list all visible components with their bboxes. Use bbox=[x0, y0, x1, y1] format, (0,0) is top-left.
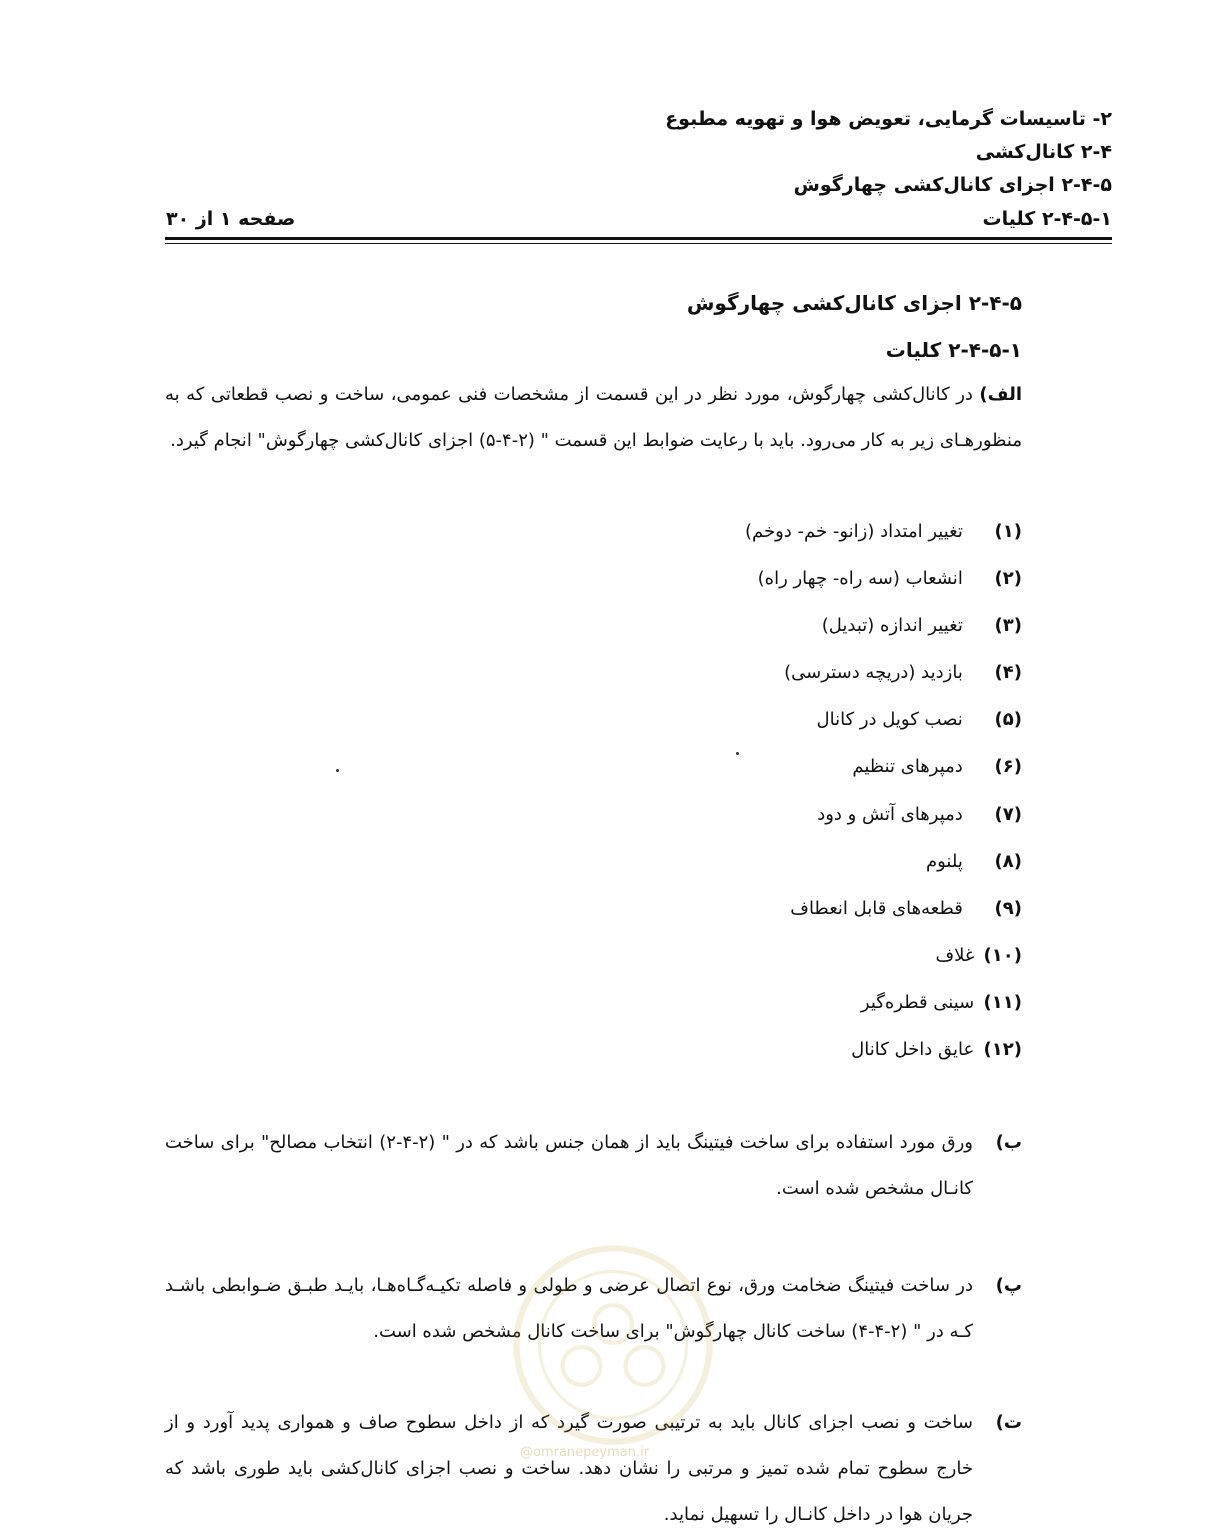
paragraph-be-label: ب) bbox=[995, 1132, 1022, 1153]
list-item-text: غلاف bbox=[935, 944, 975, 966]
list-item bbox=[745, 555, 1022, 602]
page-number: صفحه ۱ از ۳۰ bbox=[166, 208, 296, 230]
list-item-number: (۱۰) bbox=[983, 944, 1022, 966]
scan-speck bbox=[736, 752, 739, 755]
list-item bbox=[745, 979, 1022, 1026]
list-item-number: (۷) bbox=[994, 803, 1022, 825]
list-item bbox=[745, 838, 1022, 885]
list-item-number: (۶) bbox=[994, 756, 1022, 778]
list-item bbox=[745, 508, 1022, 555]
list-item-number: (۹) bbox=[994, 897, 1022, 919]
paragraph-alef bbox=[165, 372, 1022, 464]
paragraph-te-text: ساخت و نصب اجزای کانال باید به ترتیبی صورت گیرد که از داخل سطوح صاف و همواری پدید آورد و از خارج سطوح تمام شده تمیز و مرتبی را نشان دهد. ساخت و نصب اجزای کانال‌کشی باید طوری باشد که جریان هوا در داخل کانـال را تسهیل نماید. bbox=[165, 1412, 973, 1525]
paragraph-te-label: ت) bbox=[995, 1412, 1022, 1433]
list-item-text: انشعاب (سه راه- چهار راه) bbox=[757, 568, 963, 590]
list-item bbox=[745, 696, 1022, 743]
list-item-text: دمپرهای تنظیم bbox=[852, 756, 963, 778]
list-item bbox=[745, 602, 1022, 649]
list-item bbox=[745, 932, 1022, 979]
list-item bbox=[745, 791, 1022, 838]
list-item bbox=[745, 885, 1022, 932]
list-item-number: (۱۱) bbox=[983, 991, 1022, 1013]
list-item-number: (۱۲) bbox=[983, 1039, 1022, 1061]
list-item bbox=[745, 649, 1022, 696]
list-item-text: پلنوم bbox=[925, 850, 963, 872]
watermark-seal-icon bbox=[508, 1240, 718, 1450]
list-item-number: (۱) bbox=[994, 521, 1022, 542]
header-rule-thin bbox=[165, 243, 1112, 244]
header-chapter: ۲- تاسیسات گرمایی، تعویض هوا و تهویه مطبوع bbox=[665, 108, 1112, 130]
header-section: ۲-۴ کانال‌کشی bbox=[975, 141, 1112, 163]
subsection-heading: ۲-۴-۵-۱ کلیات bbox=[885, 338, 1022, 362]
list-item-text: بازدید (دریچه دسترسی) bbox=[784, 662, 963, 684]
list-item-text: قطعه‌های قابل انعطاف bbox=[790, 897, 963, 919]
scan-speck bbox=[336, 769, 339, 772]
list-item-number: (۲) bbox=[994, 568, 1022, 590]
paragraph-alef-text: در کانال‌کشی چهارگوش، مورد نظر در این قسمت از مشخصات فنی عمومی، ساخت و نصب قطعاتی که به منظورهـای زیر به کار می‌رود. باید با رعایت ضوابط این قسمت " (۲-۴-۵) اجزای کانال‌کشی چهارگوش" انجام گیرد. bbox=[165, 384, 1022, 451]
section-heading: ۲-۴-۵ اجزای کانال‌کشی چهارگوش bbox=[686, 291, 1022, 315]
header-subsection: ۲-۴-۵ اجزای کانال‌کشی چهارگوش bbox=[793, 174, 1112, 196]
paragraph-be-text: ورق مورد استفاده برای ساخت فیتینگ باید از همان جنس باشد که در " (۲-۴-۲) انتخاب مصالح" برای ساخت کانـال مشخص شده است. bbox=[165, 1132, 973, 1199]
paragraph-alef-label: الف) bbox=[979, 384, 1022, 405]
list-item bbox=[745, 1026, 1022, 1073]
list-item-text: نصب کویل در کانال bbox=[816, 709, 963, 731]
list-item-text: سینی قطره‌گیر bbox=[860, 991, 975, 1013]
list-item-number: (۳) bbox=[994, 615, 1022, 637]
header-rule-thick bbox=[165, 237, 1112, 240]
list-item-text: تغییر اندازه (تبدیل) bbox=[821, 615, 963, 637]
list-item-text: عایق داخل کانال bbox=[851, 1039, 975, 1061]
list-item-number: (۴) bbox=[994, 662, 1022, 684]
list-item-text: تغییر امتداد (زانو- خم- دوخم) bbox=[744, 521, 963, 542]
header-topic: ۲-۴-۵-۱ کلیات bbox=[982, 208, 1112, 230]
list-item-number: (۸) bbox=[994, 850, 1022, 872]
list-item bbox=[745, 743, 1022, 790]
list-item-text: دمپرهای آتش و دود bbox=[817, 803, 963, 825]
paragraph-pe-label: پ) bbox=[995, 1275, 1022, 1296]
purpose-list bbox=[745, 508, 1022, 1073]
watermark-text: @omranepeyman.ir bbox=[520, 1445, 650, 1460]
list-item-number: (۵) bbox=[994, 709, 1022, 731]
paragraph-pe-text: در ساخت فیتینگ ضخامت ورق، نوع اتصال عرضی و طولی و فاصله تکیـه‌گـاه‌هـا، بایـد طبـق ضـوابطی باشـد کـه در " (۲-۴-۴) ساخت کانال چهارگوش" برای ساخت کانال مشخص شده است. bbox=[165, 1275, 973, 1342]
